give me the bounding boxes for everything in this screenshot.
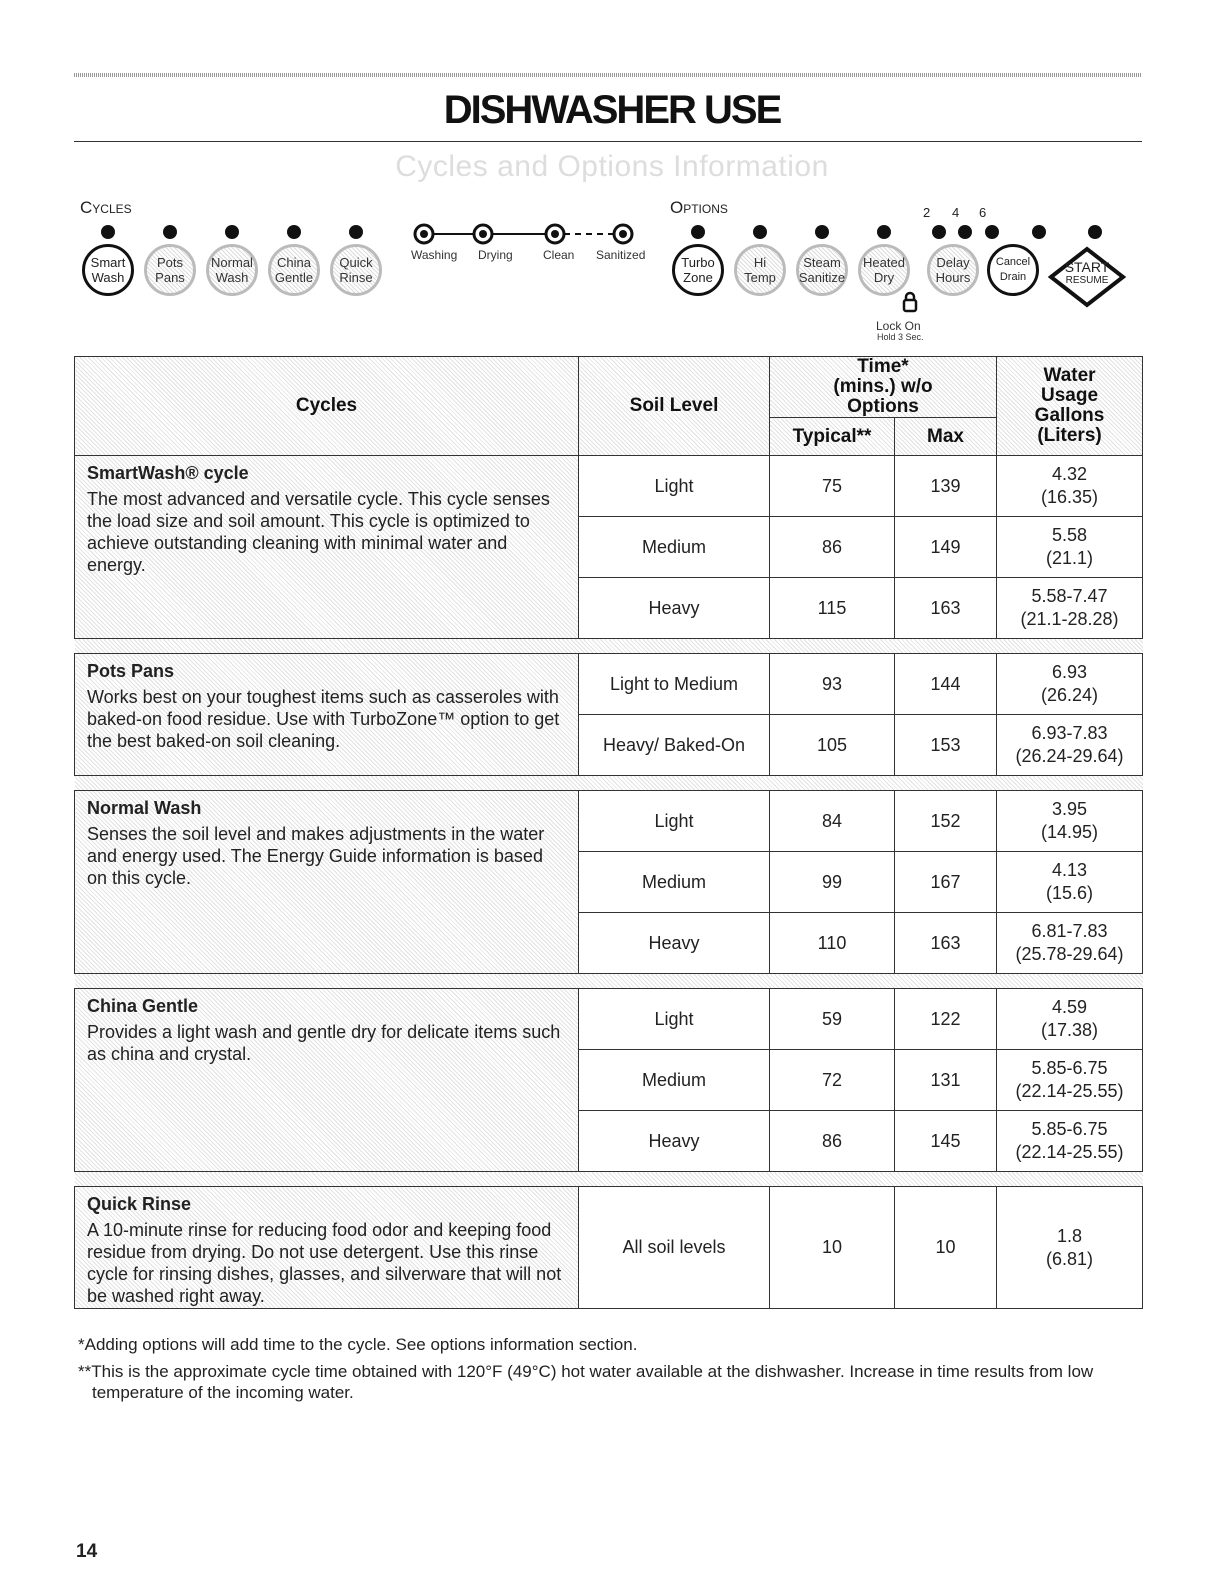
delay-2: 2 <box>923 205 931 220</box>
option-button-4[interactable] <box>927 244 979 296</box>
table-row <box>75 989 1143 1050</box>
cycles-table <box>74 356 1143 1309</box>
water-gallons: 6.93 <box>1051 662 1088 682</box>
start-label: START <box>1064 259 1110 275</box>
cycle-light-dot <box>225 225 239 239</box>
water-liters: (15.6) <box>1046 883 1094 903</box>
header-time: Time* (mins.) w/o Options <box>770 357 997 418</box>
typical-time-cell: 115 <box>770 578 895 639</box>
typical-time-cell: 86 <box>770 517 895 578</box>
delay-4: 4 <box>952 205 960 220</box>
water-gallons: 5.85-6.75 <box>1031 1119 1108 1139</box>
water-gallons: 5.85-6.75 <box>1031 1058 1108 1078</box>
option-button-3[interactable] <box>858 244 910 296</box>
soil-level-cell: Medium <box>579 852 770 913</box>
typical-time-cell: 93 <box>770 654 895 715</box>
water-gallons: 4.32 <box>1051 464 1088 484</box>
option-light-dot <box>958 225 972 239</box>
max-time-cell: 152 <box>895 791 997 852</box>
max-time-cell: 149 <box>895 517 997 578</box>
soil-level-cell: Light <box>579 989 770 1050</box>
option-light-dot <box>753 225 767 239</box>
water-liters: (26.24-29.64) <box>1015 746 1124 766</box>
cycle-button-4[interactable] <box>330 244 382 296</box>
water-gallons: 3.95 <box>1051 799 1088 819</box>
header-row <box>75 357 1143 418</box>
cycle-button-label: Gentle <box>274 270 314 285</box>
option-button-5[interactable] <box>987 244 1039 296</box>
cycle-light-dot <box>101 225 115 239</box>
soil-level-cell: Heavy <box>579 1111 770 1172</box>
water-usage-cell <box>997 913 1143 974</box>
option-button-label: Hi <box>753 255 767 270</box>
cycle-button-label: Pans <box>155 270 185 285</box>
cycle-light-dot <box>287 225 301 239</box>
cycle-description-cell <box>75 989 579 1172</box>
water-usage-cell <box>997 1187 1143 1309</box>
option-button-label: Dry <box>873 270 895 285</box>
water-gallons: 6.81-7.83 <box>1031 921 1108 941</box>
water-liters: (26.24) <box>1040 685 1099 705</box>
water-gallons: 1.8 <box>1057 1225 1083 1246</box>
max-time-cell: 139 <box>895 456 997 517</box>
water-usage-cell <box>997 852 1143 913</box>
water-liters: (6.81) <box>1046 1248 1094 1269</box>
option-light-dot <box>815 225 829 239</box>
resume-label: RESUME <box>1065 275 1109 286</box>
header-max: Max <box>895 418 997 456</box>
option-button-label: Drain <box>999 271 1027 283</box>
option-light-dot <box>1032 225 1046 239</box>
table-row <box>75 456 1143 517</box>
cycle-button-label: China <box>277 255 311 270</box>
typical-time-cell: 59 <box>770 989 895 1050</box>
cycle-button-0[interactable] <box>82 244 134 296</box>
max-time-cell: 122 <box>895 989 997 1050</box>
group-spacer <box>75 639 1143 654</box>
water-liters: (22.14-25.55) <box>1015 1142 1124 1162</box>
status-drying: Drying <box>478 248 513 262</box>
option-button-0[interactable] <box>672 244 724 296</box>
spacer-cell <box>75 776 1143 791</box>
cycle-name: China Gentle <box>87 996 199 1016</box>
soil-level-cell: Light <box>579 791 770 852</box>
option-light-dot <box>1088 225 1102 239</box>
water-usage-cell <box>997 654 1143 715</box>
lock-on-label: Lock On <box>876 319 921 333</box>
footnote-options: *Adding options will add time to the cycle. See options information section. <box>78 1335 638 1354</box>
table-row <box>75 654 1143 715</box>
top-rule <box>74 73 1142 77</box>
option-button-label: Delay <box>936 255 970 270</box>
option-button-label: Hours <box>935 270 971 285</box>
title-rule <box>74 141 1142 142</box>
cycle-button-label: Quick <box>339 255 373 270</box>
water-liters: (21.1) <box>1046 548 1094 568</box>
option-button-label: Sanitize <box>798 270 846 285</box>
cycle-description: A 10-minute rinse for reducing food odor and keeping food residue from drying. Do not use detergent. Use this rinse cycle for rinsing dishes, glasses, and silverware that will not be washed right away. <box>87 1220 562 1306</box>
header-water-usage: Water Usage Gallons (Liters) <box>997 357 1143 456</box>
table-row <box>75 791 1143 852</box>
water-liters: (14.95) <box>1040 822 1099 842</box>
group-spacer <box>75 974 1143 989</box>
option-button-label: Temp <box>744 270 776 285</box>
max-time-cell: 163 <box>895 578 997 639</box>
cycle-description: The most advanced and versatile cycle. This cycle senses the load size and soil amount. This cycle is optimized to achieve outstanding cleaning with minimal water and energy. <box>87 489 550 575</box>
cycle-name: Normal Wash <box>87 798 202 818</box>
soil-level-cell: Heavy <box>579 913 770 974</box>
footnote-cycle-time: **This is the approximate cycle time obtained with 120°F (49°C) hot water available at the dishwasher. Increase in time results from low temperature of the incoming water. <box>78 1362 1094 1402</box>
options-label: Options <box>670 198 728 217</box>
lock-hold-label: Hold 3 Sec. <box>877 332 924 342</box>
header-soil-level: Soil Level <box>579 357 770 456</box>
water-liters: (21.1-28.28) <box>1020 609 1119 629</box>
max-time-cell: 145 <box>895 1111 997 1172</box>
option-button-label: Cancel <box>995 256 1031 268</box>
page-title: DISHWASHER USE <box>443 88 781 132</box>
option-light-dot <box>985 225 999 239</box>
cycle-name: Pots Pans <box>87 661 175 681</box>
water-gallons: 6.93-7.83 <box>1031 723 1108 743</box>
soil-level-cell: Light to Medium <box>579 654 770 715</box>
cycle-description-cell <box>75 654 579 776</box>
water-gallons: 4.13 <box>1051 860 1088 880</box>
water-usage-cell <box>997 517 1143 578</box>
start-resume-button[interactable] <box>1047 245 1127 309</box>
typical-time-cell: 86 <box>770 1111 895 1172</box>
option-button-label: Heated <box>863 255 905 270</box>
cycle-button-label: Pots <box>156 255 183 270</box>
typical-time-cell: 84 <box>770 791 895 852</box>
page-number: 14 <box>76 1541 98 1562</box>
group-spacer <box>75 776 1143 791</box>
max-time-cell: 167 <box>895 852 997 913</box>
option-light-dot <box>691 225 705 239</box>
status-washing: Washing <box>411 248 458 262</box>
table-row <box>75 1187 1143 1309</box>
water-liters: (17.38) <box>1040 1020 1099 1040</box>
water-usage-cell <box>997 1111 1143 1172</box>
water-gallons: 5.58 <box>1051 525 1088 545</box>
max-time-cell: 10 <box>895 1187 997 1309</box>
spacer-cell <box>75 974 1143 989</box>
cycle-button-label: Smart <box>90 255 126 270</box>
water-gallons: 4.59 <box>1051 997 1088 1017</box>
cycle-name: SmartWash® cycle <box>87 463 249 483</box>
cycle-description: Provides a light wash and gentle dry for delicate items such as china and crystal. <box>87 1022 561 1064</box>
water-usage-cell <box>997 1050 1143 1111</box>
max-time-cell: 163 <box>895 913 997 974</box>
cycle-button-3[interactable] <box>268 244 320 296</box>
cycle-description-cell <box>75 456 579 639</box>
status-sanitized: Sanitized <box>596 248 646 262</box>
water-gallons: 5.58-7.47 <box>1031 586 1108 606</box>
group-spacer <box>75 1172 1143 1187</box>
cycle-description-cell <box>75 1187 579 1309</box>
cycle-name: Quick Rinse <box>87 1194 192 1214</box>
lock-icon <box>902 291 918 313</box>
cycle-description: Works best on your toughest items such as casseroles with baked-on food residue. Use with TurboZone™ option to get the best baked-on soil cleaning. <box>87 687 560 751</box>
soil-level-cell: Medium <box>579 1050 770 1111</box>
water-usage-cell <box>997 715 1143 776</box>
cycle-light-dot <box>163 225 177 239</box>
typical-time-cell: 72 <box>770 1050 895 1111</box>
max-time-cell: 153 <box>895 715 997 776</box>
cycle-light-dot <box>349 225 363 239</box>
water-liters: (16.35) <box>1040 487 1099 507</box>
typical-time-cell: 10 <box>770 1187 895 1309</box>
status-light-track <box>412 222 637 250</box>
section-subtitle: Cycles and Options Information <box>395 150 829 183</box>
soil-level-cell: Heavy <box>579 578 770 639</box>
cycle-button-label: Normal <box>211 255 253 270</box>
max-time-cell: 131 <box>895 1050 997 1111</box>
typical-time-cell: 75 <box>770 456 895 517</box>
status-clean: Clean <box>543 248 575 262</box>
typical-time-cell: 105 <box>770 715 895 776</box>
option-light-dot <box>877 225 891 239</box>
soil-level-cell: Heavy/ Baked-On <box>579 715 770 776</box>
option-button-label: Zone <box>683 270 713 285</box>
soil-level-cell: Light <box>579 456 770 517</box>
spacer-cell <box>75 1172 1143 1187</box>
water-liters: (25.78-29.64) <box>1015 944 1124 964</box>
cycles-label: Cycles <box>80 198 132 217</box>
typical-time-cell: 110 <box>770 913 895 974</box>
cycle-button-label: Wash <box>91 270 125 285</box>
header-cycles: Cycles <box>75 357 579 456</box>
option-light-dot <box>932 225 946 239</box>
cycle-button-label: Rinse <box>339 270 373 285</box>
option-button-1[interactable] <box>734 244 786 296</box>
delay-6: 6 <box>979 205 987 220</box>
header-typical: Typical** <box>770 418 895 456</box>
cycle-button-1[interactable] <box>144 244 196 296</box>
spacer-cell <box>75 639 1143 654</box>
option-button-label: Turbo <box>681 255 715 270</box>
water-usage-cell <box>997 456 1143 517</box>
typical-time-cell: 99 <box>770 852 895 913</box>
cycle-button-2[interactable] <box>206 244 258 296</box>
water-liters: (22.14-25.55) <box>1015 1081 1124 1101</box>
cycle-description: Senses the soil level and makes adjustments in the water and energy used. The Energy Guide information is based on this cycle. <box>87 824 545 888</box>
cycle-description-cell <box>75 791 579 974</box>
option-button-2[interactable] <box>796 244 848 296</box>
water-usage-cell <box>997 989 1143 1050</box>
option-button-label: Steam <box>803 255 841 270</box>
cycle-button-label: Wash <box>215 270 249 285</box>
soil-level-cell: All soil levels <box>579 1187 770 1309</box>
water-usage-cell <box>997 791 1143 852</box>
soil-level-cell: Medium <box>579 517 770 578</box>
water-usage-cell <box>997 578 1143 639</box>
max-time-cell: 144 <box>895 654 997 715</box>
